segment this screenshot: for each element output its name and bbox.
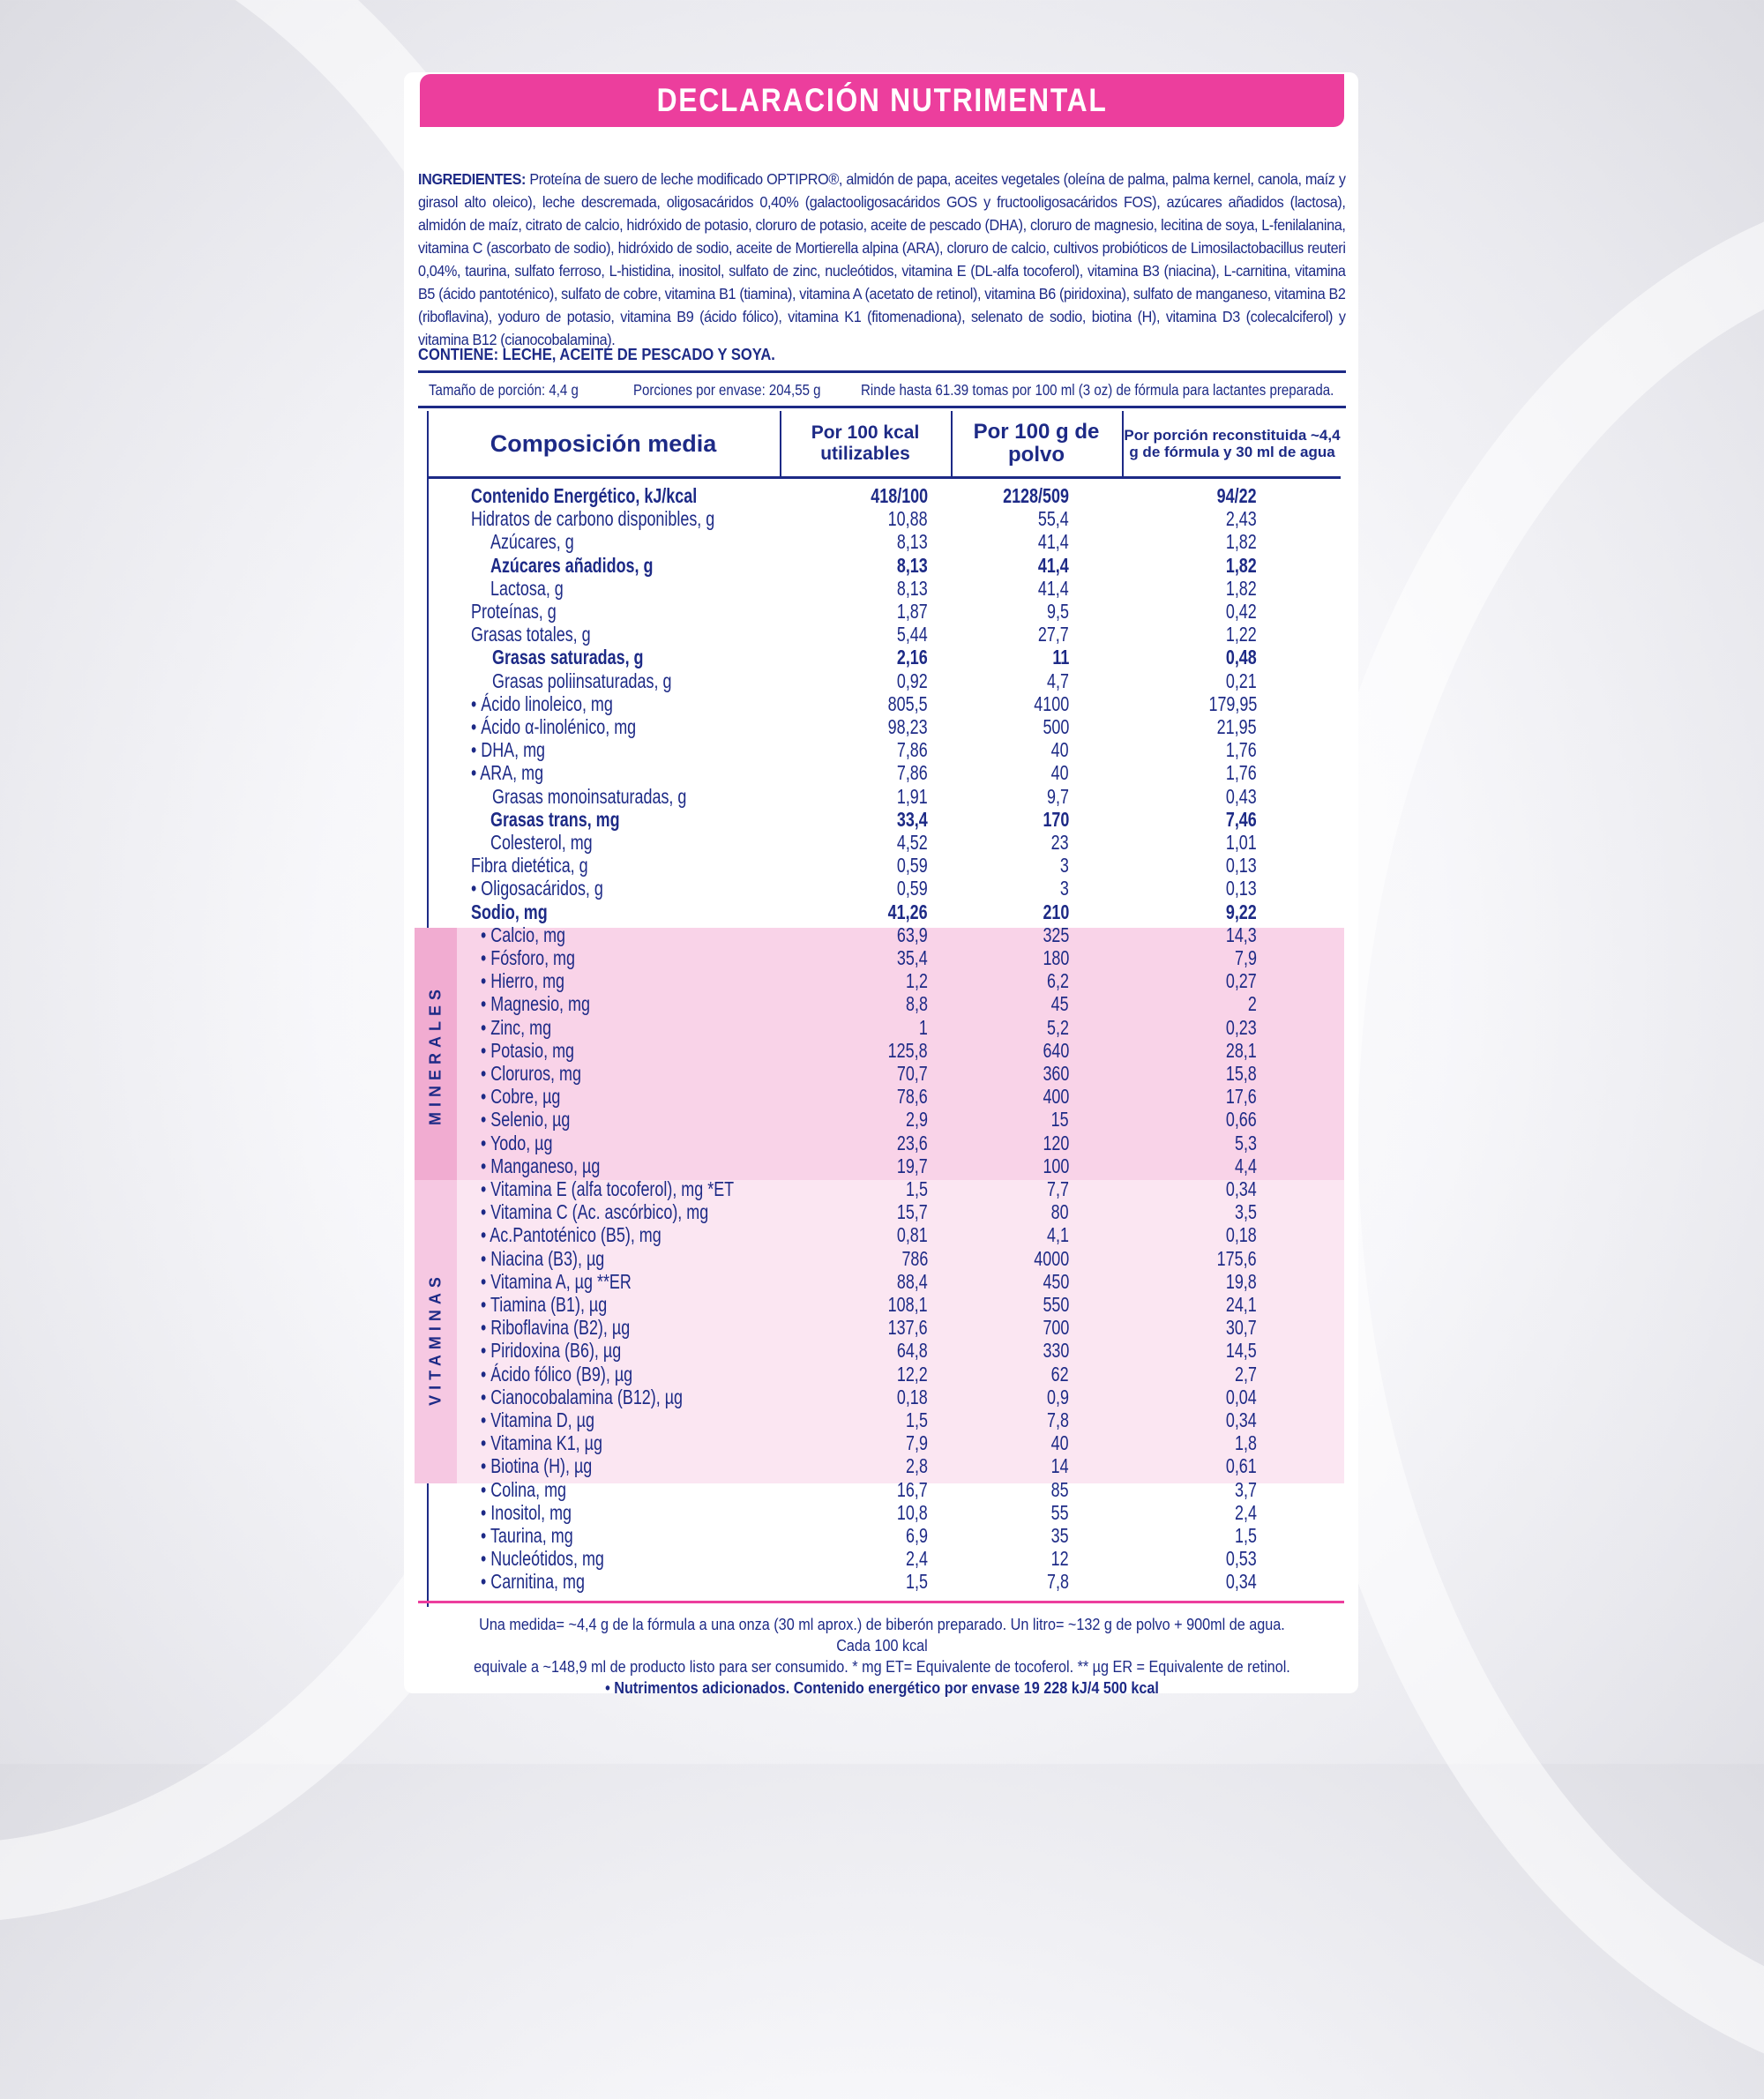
value-per-100g: 330 [1043, 1339, 1069, 1363]
value-per-100g: 40 [1051, 761, 1069, 785]
yield-note: Rinde hasta 61.39 tomas por 100 ml (3 oz) de fórmula para lactantes preparada. [861, 381, 1334, 399]
table-row [0, 1177, 1764, 1200]
nutrient-label: • Potasio, mg [481, 1038, 574, 1062]
nutrient-label: Sodio, mg [471, 900, 548, 923]
value-per-100kcal: 78,6 [897, 1085, 928, 1109]
nutrient-label: • Vitamina C (Ac. ascórbico), mg [481, 1200, 709, 1224]
value-per-portion: 0,42 [1226, 600, 1257, 623]
value-per-portion: 0,34 [1226, 1408, 1257, 1431]
value-per-portion: 17,6 [1226, 1085, 1257, 1109]
value-per-100g: 4,7 [1047, 669, 1069, 692]
value-per-100g: 85 [1051, 1477, 1069, 1501]
value-per-100g: 6,2 [1047, 969, 1069, 993]
table-row [0, 1524, 1764, 1547]
value-per-100kcal: 7,9 [906, 1431, 928, 1455]
nutrient-label: • Vitamina D, µg [481, 1408, 594, 1431]
value-per-100kcal: 10,88 [888, 507, 928, 531]
value-per-portion: 2,7 [1235, 1362, 1257, 1386]
header-column-rule [780, 411, 781, 476]
value-per-100kcal: 70,7 [897, 1062, 928, 1085]
nutrient-label: • DHA, mg [471, 738, 546, 762]
nutrient-label: • Yodo, µg [481, 1131, 553, 1154]
value-per-100g: 40 [1051, 738, 1069, 762]
table-row [0, 1085, 1764, 1108]
table-row [0, 1408, 1764, 1431]
value-per-100kcal: 1,87 [897, 600, 928, 623]
footer-line-2: equivale a ~148,9 ml de producto listo para ser consumido. * mg ET= Equivalente de tocoferol. ** µg ER = Equivalente de retinol. [474, 1658, 1290, 1676]
value-per-100g: 12 [1051, 1547, 1069, 1571]
nutrient-label: • Zinc, mg [481, 1015, 552, 1039]
nutrient-label: • Selenio, µg [481, 1108, 571, 1132]
value-per-100kcal: 125,8 [888, 1038, 928, 1062]
table-row [0, 1570, 1764, 1593]
value-per-portion: 3,7 [1235, 1477, 1257, 1501]
table-row [0, 484, 1764, 507]
value-per-100g: 9,5 [1047, 600, 1069, 623]
nutrient-label: Azúcares, g [490, 530, 574, 554]
column-header-composition: Composición media [490, 430, 717, 457]
value-per-portion: 0,27 [1226, 969, 1257, 993]
value-per-portion: 1,76 [1226, 738, 1257, 762]
value-per-100kcal: 7,86 [897, 738, 928, 762]
value-per-100kcal: 2,16 [897, 646, 928, 669]
nutrient-label: • Carnitina, mg [481, 1570, 585, 1594]
value-per-100g: 41,4 [1038, 530, 1069, 554]
table-row [0, 785, 1764, 808]
value-per-100g: 40 [1051, 1431, 1069, 1455]
title-banner [420, 74, 1344, 127]
value-per-portion: 28,1 [1226, 1038, 1257, 1062]
value-per-portion: 0,04 [1226, 1385, 1257, 1408]
value-per-100kcal: 1,2 [906, 969, 928, 993]
value-per-100g: 14 [1051, 1454, 1069, 1478]
value-per-100kcal: 0,59 [897, 877, 928, 900]
divider [418, 406, 1346, 408]
value-per-portion: 24,1 [1226, 1293, 1257, 1316]
value-per-100g: 7,8 [1047, 1570, 1069, 1594]
value-per-100kcal: 1,5 [906, 1570, 928, 1594]
footer-line-1: Una medida= ~4,4 g de la fórmula a una onza (30 ml aprox.) de biberón preparado. Un litro= ~132 g de polvo + 900ml de agua. Cada 100 kcal [479, 1616, 1285, 1655]
table-row [0, 600, 1764, 623]
column-header-per-portion: Por porción reconstituida ~4,4 g de fórmula y 30 ml de agua [1124, 427, 1341, 460]
nutrient-label: • Oligosacáridos, g [471, 877, 603, 900]
table-row [0, 1431, 1764, 1454]
nutrient-label: Grasas trans, mg [490, 807, 620, 831]
value-per-100g: 4000 [1034, 1246, 1069, 1270]
table-row [0, 1454, 1764, 1477]
value-per-100kcal: 23,6 [897, 1131, 928, 1154]
nutrient-label: • Biotina (H), µg [481, 1454, 593, 1478]
value-per-100kcal: 1,91 [897, 784, 928, 808]
value-per-portion: 21,95 [1217, 715, 1257, 738]
table-row [0, 1200, 1764, 1223]
value-per-portion: 1,8 [1235, 1431, 1257, 1455]
table-row [0, 1547, 1764, 1570]
value-per-100kcal: 418/100 [871, 484, 928, 507]
value-per-100kcal: 108,1 [888, 1293, 928, 1316]
value-per-100g: 11 [1052, 646, 1069, 669]
table-row [0, 577, 1764, 600]
value-per-portion: 0,13 [1226, 877, 1257, 900]
value-per-100g: 27,7 [1038, 623, 1069, 646]
table-row [0, 1039, 1764, 1062]
nutrient-label: Azúcares añadidos, g [490, 553, 654, 577]
value-per-portion: 14,3 [1226, 923, 1257, 946]
value-per-100kcal: 8,13 [897, 530, 928, 554]
value-per-portion: 0,43 [1226, 784, 1257, 808]
value-per-portion: 0,23 [1226, 1015, 1257, 1039]
value-per-100kcal: 6,9 [906, 1524, 928, 1547]
table-row [0, 831, 1764, 854]
value-per-portion: 1,82 [1226, 553, 1257, 577]
value-per-100kcal: 137,6 [888, 1316, 928, 1340]
value-per-100kcal: 805,5 [888, 691, 928, 715]
value-per-100kcal: 2,8 [906, 1454, 928, 1478]
table-row [0, 1501, 1764, 1524]
nutrient-label: • Calcio, mg [481, 923, 566, 946]
value-per-100kcal: 8,13 [897, 553, 928, 577]
value-per-100g: 62 [1051, 1362, 1069, 1386]
nutrient-label: Colesterol, mg [490, 831, 593, 854]
nutrient-label: Proteínas, g [471, 600, 557, 623]
value-per-portion: 0,48 [1226, 646, 1257, 669]
value-per-100kcal: 4,52 [897, 831, 928, 854]
nutrient-label: • Cianocobalamina (B12), µg [481, 1385, 684, 1408]
nutrient-label: • Ac.Pantoténico (B5), mg [481, 1223, 662, 1247]
value-per-portion: 30,7 [1226, 1316, 1257, 1340]
value-per-100kcal: 19,7 [897, 1154, 928, 1177]
nutrient-label: • Ácido α-linolénico, mg [471, 715, 637, 738]
value-per-100g: 700 [1043, 1316, 1069, 1340]
value-per-100g: 45 [1051, 992, 1069, 1016]
table-row [0, 946, 1764, 969]
table-row [0, 1478, 1764, 1501]
value-per-portion: 3,5 [1235, 1200, 1257, 1224]
nutrient-label: • Tiamina (B1), µg [481, 1293, 608, 1316]
value-per-100kcal: 7,86 [897, 761, 928, 785]
table-row [0, 761, 1764, 784]
value-per-portion: 0,18 [1226, 1223, 1257, 1247]
value-per-portion: 0,34 [1226, 1570, 1257, 1594]
table-row [0, 1223, 1764, 1246]
value-per-portion: 0,34 [1226, 1177, 1257, 1200]
value-per-portion: 9,22 [1226, 900, 1257, 923]
value-per-100g: 5,2 [1047, 1015, 1069, 1039]
divider [418, 370, 1346, 373]
value-per-100g: 9,7 [1047, 784, 1069, 808]
value-per-portion: 7,46 [1226, 807, 1257, 831]
value-per-100g: 2128/509 [1003, 484, 1069, 507]
nutrient-label: • Nucleótidos, mg [481, 1547, 604, 1571]
table-row [0, 854, 1764, 877]
value-per-100g: 4100 [1034, 691, 1069, 715]
nutrient-label: • Vitamina A, µg **ER [481, 1269, 632, 1293]
allergen-statement: CONTIENE: LECHE, ACEITE DE PESCADO Y SOYA. [418, 346, 775, 363]
value-per-100g: 55,4 [1038, 507, 1069, 531]
value-per-portion: 1,76 [1226, 761, 1257, 785]
column-header-per-100g: Por 100 g de polvo [973, 420, 1100, 467]
table-row [0, 507, 1764, 530]
table-row [0, 1132, 1764, 1154]
table-row [0, 623, 1764, 646]
value-per-portion: 0,21 [1226, 669, 1257, 692]
value-per-100g: 55 [1051, 1500, 1069, 1524]
value-per-100g: 7,8 [1047, 1408, 1069, 1431]
page-title: DECLARACIÓN NUTRIMENTAL [656, 82, 1108, 118]
value-per-100kcal: 2,4 [906, 1547, 928, 1571]
table-row [0, 554, 1764, 577]
value-per-portion: 1,5 [1235, 1524, 1257, 1547]
value-per-portion: 14,5 [1226, 1339, 1257, 1363]
value-per-100g: 4,1 [1047, 1223, 1069, 1247]
nutrient-label: • Cobre, µg [481, 1085, 561, 1109]
value-per-100kcal: 35,4 [897, 946, 928, 969]
table-row [0, 1154, 1764, 1177]
table-row [0, 1108, 1764, 1131]
table-row [0, 530, 1764, 553]
nutrient-label: Lactosa, g [490, 576, 564, 600]
nutrient-label: Fibra dietética, g [471, 854, 588, 878]
divider [427, 476, 1341, 479]
table-row [0, 1016, 1764, 1039]
value-per-100g: 400 [1043, 1085, 1069, 1109]
serving-size: Tamaño de porción: 4,4 g [429, 381, 579, 399]
value-per-100g: 3 [1060, 854, 1069, 878]
nutrient-label: • Inositol, mg [481, 1500, 572, 1524]
servings-per-package: Porciones por envase: 204,55 g [633, 381, 821, 399]
nutrient-label: • Ácido fólico (B9), µg [481, 1362, 633, 1386]
value-per-portion: 0,13 [1226, 854, 1257, 878]
value-per-portion: 4,4 [1235, 1154, 1257, 1177]
nutrient-label: • Vitamina K1, µg [481, 1431, 602, 1455]
table-row [0, 669, 1764, 692]
table-row [0, 877, 1764, 900]
value-per-100g: 500 [1043, 715, 1069, 738]
nutrient-label: Grasas saturadas, g [492, 646, 644, 669]
value-per-portion: 1,82 [1226, 576, 1257, 600]
value-per-100kcal: 1 [919, 1015, 928, 1039]
table-row [0, 1316, 1764, 1339]
nutrient-label: • Vitamina E (alfa tocoferol), mg *ET [481, 1177, 735, 1200]
ingredients-paragraph [418, 168, 1346, 351]
nutrient-label: • Magnesio, mg [481, 992, 590, 1016]
value-per-100kcal: 0,18 [897, 1385, 928, 1408]
value-per-100kcal: 64,8 [897, 1339, 928, 1363]
value-per-portion: 2 [1248, 992, 1257, 1016]
value-per-100g: 210 [1043, 900, 1069, 923]
value-per-100kcal: 5,44 [897, 623, 928, 646]
nutrient-label: • ARA, mg [471, 761, 544, 785]
table-row [0, 992, 1764, 1015]
table-row [0, 923, 1764, 946]
value-per-100g: 41,4 [1038, 576, 1069, 600]
value-per-100kcal: 33,4 [897, 807, 928, 831]
value-per-portion: 0,53 [1226, 1547, 1257, 1571]
value-per-100g: 23 [1051, 831, 1069, 854]
nutrient-label: Contenido Energético, kJ/kcal [471, 484, 698, 507]
value-per-100g: 120 [1043, 1131, 1069, 1154]
value-per-portion: 1,82 [1226, 530, 1257, 554]
value-per-portion: 0,61 [1226, 1454, 1257, 1478]
value-per-100g: 450 [1043, 1269, 1069, 1293]
value-per-100kcal: 16,7 [897, 1477, 928, 1501]
value-per-100g: 80 [1051, 1200, 1069, 1224]
value-per-portion: 0,66 [1226, 1108, 1257, 1132]
divider [418, 1601, 1344, 1603]
value-per-100kcal: 8,13 [897, 576, 928, 600]
header-column-rule [951, 411, 953, 476]
table-row [0, 1293, 1764, 1316]
ingredients-text: Proteína de suero de leche modificado OPTIPRO®, almidón de papa, aceites vegetales (oleína de palma, palma kernel, canola, maíz y girasol alto oleico), leche descremada, oligosacáridos 0,40% (galactooligosacáridos GOS y fructooligosacáridos FOS), azúcares añadidos (lactosa), almidón de maíz, citrato de calcio, hidróxido de potasio, cloruro de potasio, aceite de pescado (DHA), cloruro de magnesio, lecitina de soya, L-fenilalanina, vitamina C (ascorbato de sodio), hidróxido de sodio, aceite de Mortierella alpina (ARA), cloruro de calcio, cultivos probióticos de Limosilactobacillus reuteri 0,04%, taurina, sulfato ferroso, L-histidina, inositol, sulfato de zinc, nucleótidos, vitamina E (DL-alfa tocoferol), vitamina B3 (niacina), L-carnitina, vitamina B5 (ácido pantoténico), sulfato de cobre, vitamina B1 (tiamina), vitamina A (acetato de retinol), vitamina B6 (piridoxina), sulfato de manganeso, vitamina B2 (riboflavina), yoduro de potasio, vitamina B9 (ácido fólico), vitamina K1 (fitomenadiona), selenato de sodio, biotina (H), vitamina D3 (colecalciferol) y vitamina B12 (cianocobalamina). [418, 170, 1346, 348]
nutrient-label: Grasas monoinsaturadas, g [492, 784, 687, 808]
nutrient-label: Hidratos de carbono disponibles, g [471, 507, 715, 531]
value-per-100kcal: 12,2 [897, 1362, 928, 1386]
value-per-100g: 325 [1043, 923, 1069, 946]
nutrient-label: • Niacina (B3), µg [481, 1246, 605, 1270]
table-row [0, 1270, 1764, 1293]
value-per-portion: 2,4 [1235, 1500, 1257, 1524]
value-per-100g: 100 [1043, 1154, 1069, 1177]
table-row [0, 1386, 1764, 1408]
value-per-100g: 0,9 [1047, 1385, 1069, 1408]
nutrient-label: • Colina, mg [481, 1477, 567, 1501]
value-per-100g: 41,4 [1038, 553, 1069, 577]
value-per-100kcal: 63,9 [897, 923, 928, 946]
nutrient-label: • Cloruros, mg [481, 1062, 581, 1085]
value-per-100kcal: 0,92 [897, 669, 928, 692]
value-per-100kcal: 1,5 [906, 1177, 928, 1200]
table-row [0, 900, 1764, 923]
value-per-100kcal: 0,59 [897, 854, 928, 878]
nutrient-label: • Taurina, mg [481, 1524, 573, 1547]
header-column-rule [1122, 411, 1124, 476]
value-per-portion: 5,3 [1235, 1131, 1257, 1154]
value-per-100g: 170 [1043, 807, 1069, 831]
vitamins-label: VITAMINAS [426, 1272, 445, 1406]
table-row [0, 1363, 1764, 1386]
table-row [0, 692, 1764, 715]
value-per-100g: 640 [1043, 1038, 1069, 1062]
value-per-100kcal: 15,7 [897, 1200, 928, 1224]
nutrient-label: Grasas poliinsaturadas, g [492, 669, 672, 692]
value-per-portion: 7,9 [1235, 946, 1257, 969]
value-per-100kcal: 88,4 [897, 1269, 928, 1293]
value-per-100kcal: 786 [901, 1246, 928, 1270]
nutrient-label: • Riboflavina (B2), µg [481, 1316, 631, 1340]
column-header-per-100kcal: Por 100 kcal utilizables [811, 422, 920, 464]
table-row [0, 738, 1764, 761]
value-per-100g: 7,7 [1047, 1177, 1069, 1200]
nutrient-label: • Piridoxina (B6), µg [481, 1339, 622, 1363]
nutrient-label: • Manganeso, µg [481, 1154, 601, 1177]
table-row [0, 646, 1764, 669]
footer-line-3: • Nutrimentos adicionados. Contenido energético por envase 19 228 kJ/4 500 kcal [605, 1679, 1159, 1697]
ingredients-label: INGREDIENTES: [418, 170, 527, 188]
value-per-100kcal: 0,81 [897, 1223, 928, 1247]
value-per-portion: 19,8 [1226, 1269, 1257, 1293]
table-row [0, 969, 1764, 992]
value-per-100g: 360 [1043, 1062, 1069, 1085]
table-row [0, 1247, 1764, 1270]
value-per-100g: 35 [1051, 1524, 1069, 1547]
value-per-100kcal: 1,5 [906, 1408, 928, 1431]
value-per-100kcal: 98,23 [888, 715, 928, 738]
table-row [0, 715, 1764, 738]
value-per-100g: 180 [1043, 946, 1069, 969]
value-per-portion: 1,22 [1226, 623, 1257, 646]
value-per-portion: 1,01 [1226, 831, 1257, 854]
value-per-100kcal: 8,8 [906, 992, 928, 1016]
footer-notes [469, 1614, 1295, 1699]
table-row [0, 1339, 1764, 1362]
value-per-portion: 2,43 [1226, 507, 1257, 531]
value-per-portion: 15,8 [1226, 1062, 1257, 1085]
table-row [0, 1062, 1764, 1085]
nutrient-label: • Hierro, mg [481, 969, 565, 993]
value-per-100kcal: 10,8 [897, 1500, 928, 1524]
value-per-100g: 550 [1043, 1293, 1069, 1316]
minerals-label: MINERALES [426, 983, 445, 1126]
value-per-100kcal: 2,9 [906, 1108, 928, 1132]
value-per-100g: 15 [1051, 1108, 1069, 1132]
nutrient-label: Grasas totales, g [471, 623, 591, 646]
nutrient-label: • Fósforo, mg [481, 946, 575, 969]
nutrient-label: • Ácido linoleico, mg [471, 691, 613, 715]
value-per-100kcal: 41,26 [888, 900, 928, 923]
value-per-portion: 175,6 [1217, 1246, 1257, 1270]
value-per-portion: 179,95 [1208, 691, 1257, 715]
value-per-portion: 94/22 [1217, 484, 1257, 507]
table-row [0, 808, 1764, 831]
value-per-100g: 3 [1060, 877, 1069, 900]
